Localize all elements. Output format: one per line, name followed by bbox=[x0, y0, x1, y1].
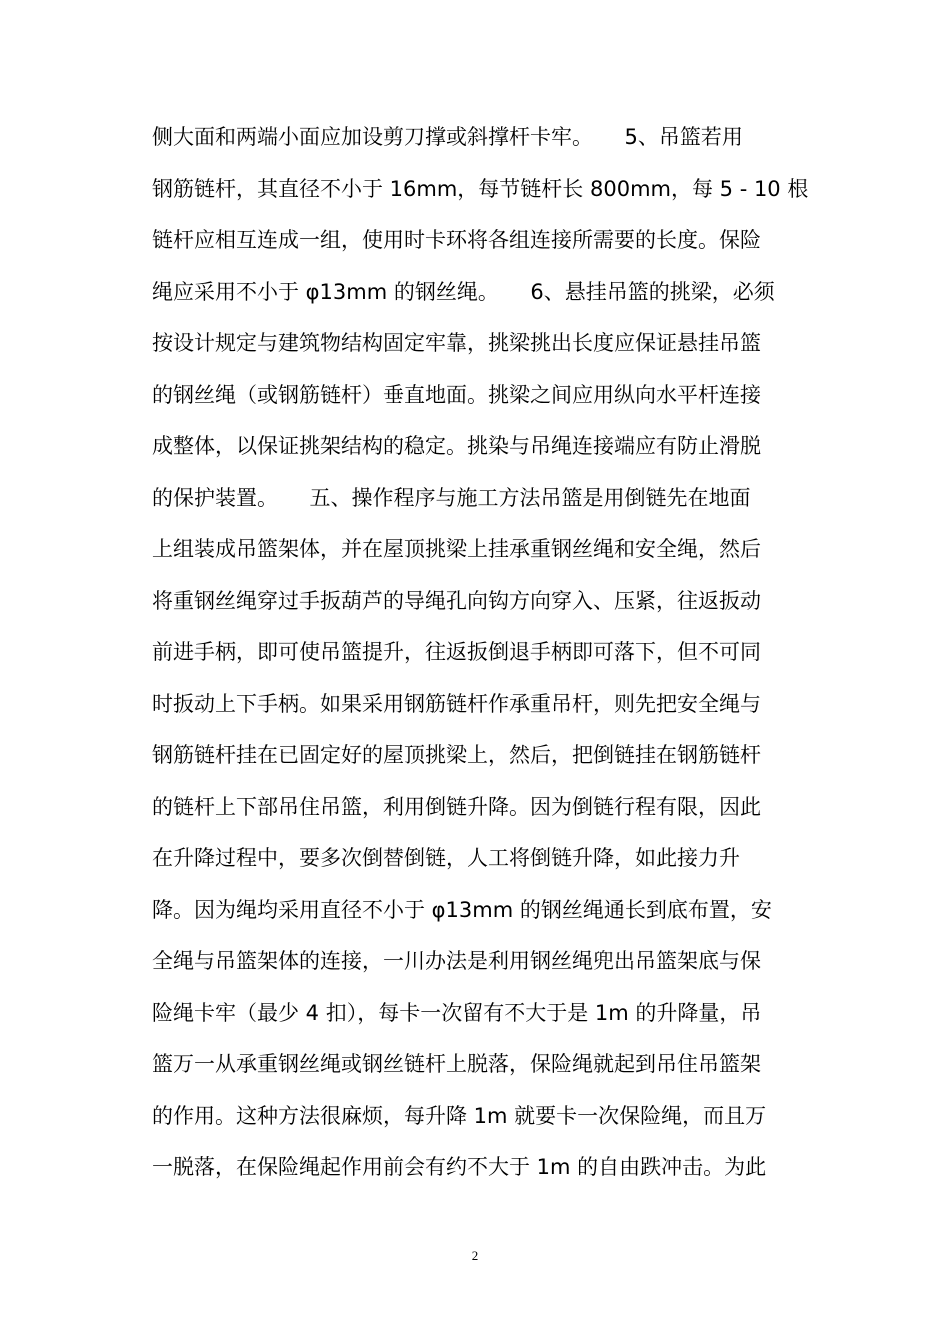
text-line: 成整体，以保证挑架结构的稳定。挑染与吊绳连接端应有防止滑脱 bbox=[152, 434, 761, 458]
text-line: 降。因为绳均采用直径不小于 φ13mm 的钢丝绳通长到底布置，安 bbox=[152, 897, 772, 922]
text-line: 的钢丝绳（或钢筋链杆）垂直地面。挑梁之间应用纵向水平杆连接 bbox=[152, 382, 761, 407]
text-line: 篮万一从承重钢丝绳或钢丝链杆上脱落，保险绳就起到吊住吊篮架 bbox=[152, 1052, 761, 1076]
text-line: 时扳动上下手柄。如果采用钢筋链杆作承重吊杆，则先把安全绳与 bbox=[152, 691, 761, 716]
text-line: 钢筋链杆挂在已固定好的屋顶挑梁上，然后，把倒链挂在钢筋链杆 bbox=[152, 743, 761, 767]
body-text bbox=[152, 112, 809, 1194]
text-line: 将重钢丝绳穿过手扳葫芦的导绳孔向钩方向穿入、压紧，往返扳动 bbox=[152, 588, 761, 613]
text-line: 链杆应相互连成一组，使用时卡环将各组连接所需要的长度。保险 bbox=[152, 228, 761, 252]
text-line: 按设计规定与建筑物结构固定牢靠，挑梁挑出长度应保证悬挂吊篮 bbox=[152, 331, 761, 355]
text-line: 的作用。这种方法很麻烦，每升降 1m 就要卡一次保险绳，而且万 bbox=[152, 1103, 767, 1128]
text-line: 钢筋链杆，其直径不小于 16mm，每节链杆长 800mm，每 5 - 10 根 bbox=[152, 176, 809, 201]
text-line: 的链杆上下部吊住吊篮，利用倒链升降。因为倒链行程有限，因此 bbox=[152, 794, 761, 819]
text-line: 全绳与吊篮架体的连接，一川办法是利用钢丝绳兜出吊篮架底与保 bbox=[152, 949, 761, 973]
text-line: 险绳卡牢（最少 4 扣），每卡一次留有不大于是 1m 的升降量，吊 bbox=[152, 1000, 762, 1025]
page-number: 2 bbox=[471, 1248, 479, 1263]
text-line: 绳应采用不小于 φ13mm 的钢丝绳。 6、悬挂吊篮的挑梁，必须 bbox=[152, 279, 775, 304]
text-line: 一脱落，在保险绳起作用前会有约不大于 1m 的自由跌冲击。为此 bbox=[152, 1155, 767, 1179]
text-line: 侧大面和两端小面应加设剪刀撑或斜撑杆卡牢。 5、吊篮若用 bbox=[152, 125, 743, 149]
text-line: 在升降过程中，要多次倒替倒链，人工将倒链升降，如此接力升 bbox=[152, 846, 740, 870]
text-line: 上组装成吊篮架体，并在屋顶挑梁上挂承重钢丝绳和安全绳，然后 bbox=[152, 537, 761, 561]
text-line: 前进手柄，即可使吊篮提升，往返扳倒退手柄即可落下，但不可同 bbox=[152, 640, 761, 664]
text-line: 的保护装置。 五、操作程序与施工方法吊篮是用倒链先在地面 bbox=[152, 485, 751, 510]
